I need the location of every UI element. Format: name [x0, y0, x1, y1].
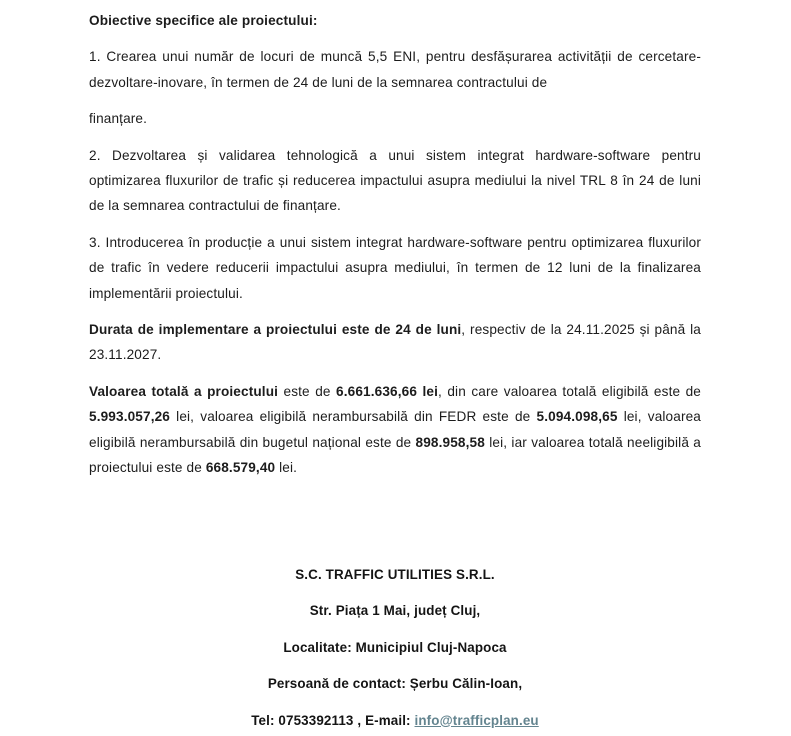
total-project-value: 6.661.636,66 lei	[336, 383, 438, 399]
email-link[interactable]: info@trafficplan.eu	[414, 712, 539, 728]
objective-1-continuation-paragraph	[89, 106, 701, 131]
footer-locality: Localitate: Municipiul Cluj-Napoca	[283, 639, 507, 655]
objective-1-paragraph	[89, 44, 701, 95]
footer-address: Str. Piața 1 Mai, județ Cluj,	[309, 603, 481, 619]
duration-bold-text: Durata de implementare a proiectului este de 24 de luni	[89, 322, 462, 338]
value-connector-2: , din care valoarea totală eligibilă este de	[438, 383, 702, 399]
section-heading: Obiective specifice ale proiectului:	[89, 13, 318, 28]
objective-1-text: 1. Crearea unui număr de locuri de muncă 5,5 ENI, pentru desfășurarea activității de cercetare-dezvoltare-inovare, în termen de 24 de luni de la semnarea contractului de	[89, 49, 701, 90]
non-eligible-value: 668.579,40	[205, 460, 276, 476]
objective-2-text: 2. Dezvoltarea și validarea tehnologică a unui sistem integrat hardware-software pentru optimizarea fluxurilor de trafic și reducerea impactului asupra mediului la nivel TRL 8 în 24 de luni de la semnarea contractului de finanțare.	[89, 147, 701, 214]
value-paragraph	[89, 379, 701, 481]
document-footer	[89, 562, 701, 733]
fedr-value: 5.094.098,65	[536, 409, 618, 425]
objective-2-paragraph	[89, 143, 701, 219]
footer-contact-line	[89, 708, 701, 733]
duration-rest-text: , respectiv de la 24.11.2025 și până la 23.11.2027.	[89, 322, 701, 363]
footer-company-name: S.C. TRAFFIC UTILITIES S.R.L.	[295, 567, 495, 582]
total-eligible-value: 5.993.057,26	[89, 409, 171, 425]
objective-3-paragraph	[89, 230, 701, 306]
value-connector-3: lei, valoarea eligibilă nerambursabilă din FEDR este de	[170, 409, 537, 425]
value-connector-1: este de	[278, 383, 337, 399]
national-budget-value: 898.958,58	[415, 434, 485, 450]
value-connector-4: lei, valoarea eligibilă nerambursabilă din bugetul național este de	[89, 409, 702, 450]
duration-paragraph	[89, 317, 701, 368]
footer-contact-person: Persoană de contact: Șerbu Călin-Ioan,	[267, 676, 523, 692]
value-connector-5: lei, iar valoarea totală neeligibilă a proiectului este de	[89, 434, 701, 476]
value-label: Valoarea totală a proiectului	[89, 383, 279, 399]
value-connector-6: lei.	[275, 460, 298, 476]
objective-1-continuation-text: finanțare.	[89, 111, 148, 127]
footer-phone-label: Tel: 0753392113 , E-mail:	[251, 712, 415, 728]
objective-3-text: 3. Introducerea în producție a unui sistem integrat hardware-software pentru optimizarea fluxurilor de trafic în vedere reducerii impactului asupra mediului, în termen de 12 luni de la finalizarea implementării proiectului.	[89, 234, 701, 301]
document-body	[89, 8, 701, 492]
